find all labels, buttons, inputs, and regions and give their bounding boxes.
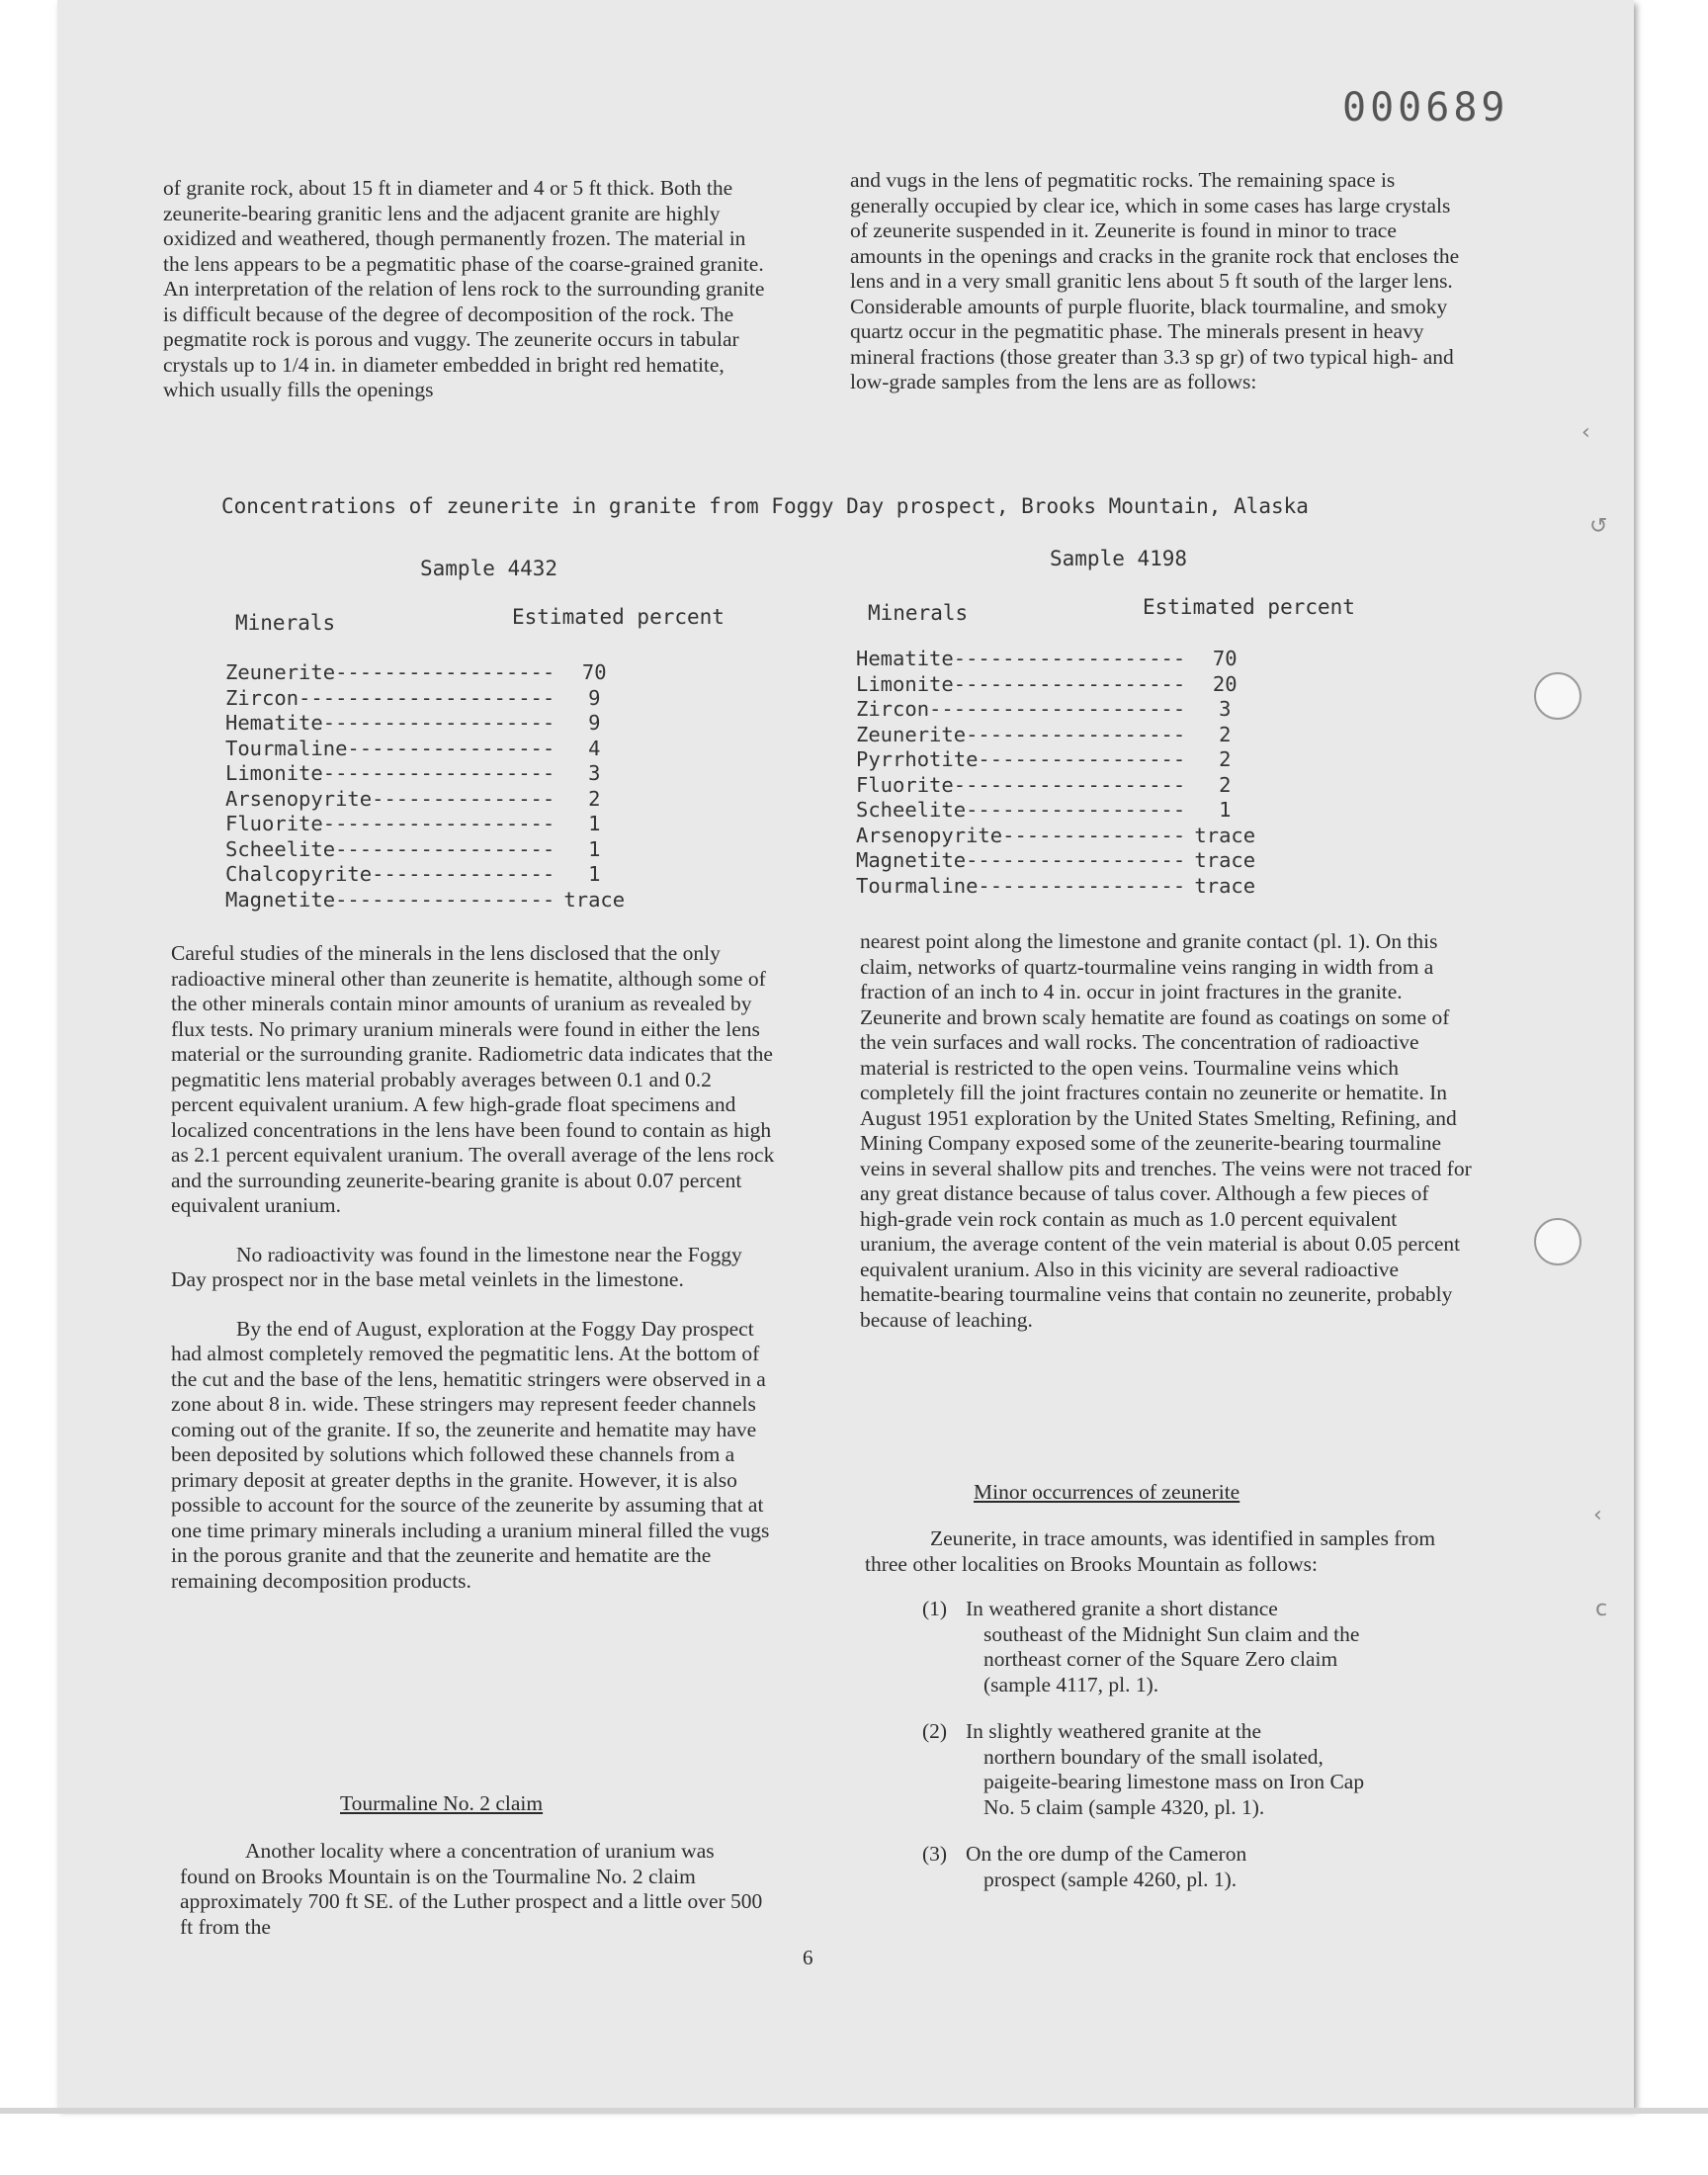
list-text: On the ore dump of the Cameron xyxy=(966,1842,1247,1866)
sheet-bottom-edge xyxy=(0,2108,1708,2114)
mineral-name: Zeunerite------------------ xyxy=(225,660,555,684)
table-title: Concentrations of zeunerite in granite from Foggy Day prospect, Brooks Mountain, Alaska xyxy=(221,494,1309,518)
heading-tourmaline-claim: Tourmaline No. 2 claim xyxy=(340,1791,544,1815)
paragraph-mineral-studies: Careful studies of the minerals in the lens disclosed that the only radioactive mineral other than zeunerite is hematite, although some of the other minerals contain minor amounts of uranium as revealed by flux tests. No primary uranium minerals were found in either the lens material or the surrounding granite. Radiometric data indicates that the pegmatitic lens material probably averages between 0.1 and 0.2 percent equivalent uranium. A few high-grade float specimens and localized concentrations in the lens have been found to contain as high as 2.1 percent equivalent uranium. The overall average of the lens rock and the surrounding zeunerite-bearing granite is about 0.07 percent equivalent uranium. xyxy=(171,941,775,1217)
table-row xyxy=(225,812,634,837)
top-left-paragraph xyxy=(163,176,776,403)
sample-title-4432: Sample 4432 xyxy=(420,557,558,580)
mineral-name: Tourmaline----------------- xyxy=(225,736,555,760)
table-row xyxy=(856,824,1264,849)
mineral-percent: trace xyxy=(563,887,626,912)
table-row xyxy=(225,686,634,712)
table-row xyxy=(225,888,634,914)
table-row xyxy=(225,837,634,863)
mineral-name: Fluorite------------------- xyxy=(856,772,1186,797)
sample-title-4198: Sample 4198 xyxy=(1050,547,1188,570)
table-row xyxy=(856,747,1264,773)
margin-mark: ↺ xyxy=(1589,514,1608,539)
mineral-name: Arsenopyrite--------------- xyxy=(225,786,555,811)
paragraph-exploration-august: By the end of August, exploration at the Foggy Day prospect had almost completely removed the pegmatitic lens. At the bottom of the cut and the base of the lens, hematitic stringers were observed in a zone about 8 in. wide. These stringers may represent feeder channels coming out of the granite. If so, the zeunerite and hematite may have been deposited by solutions which followed these channels from a primary deposit at greater depths in the granite. However, it is also possible to account for the source of the zeunerite by assuming that at one time primary minerals including a uranium mineral filled the vugs in the porous granite and that the zeunerite and hematite are the remaining decomposition products. xyxy=(171,1316,770,1593)
mineral-percent: 70 xyxy=(1212,647,1238,670)
mineral-name: Scheelite------------------ xyxy=(225,836,555,861)
sample-4432-table xyxy=(225,660,634,913)
mineral-name: Fluorite------------------- xyxy=(225,812,555,835)
mineral-name: Chalcopyrite--------------- xyxy=(225,862,555,886)
mineral-name: Arsenopyrite--------------- xyxy=(856,823,1186,847)
mineral-name: Magnetite------------------ xyxy=(856,848,1186,872)
mineral-name: Zircon--------------------- xyxy=(856,697,1186,721)
right-column-body xyxy=(860,929,1477,1333)
mineral-percent: 70 xyxy=(581,660,607,684)
table-row xyxy=(225,761,634,787)
top-right-paragraph xyxy=(850,168,1463,395)
table-row xyxy=(856,647,1264,672)
sample-4198-table xyxy=(856,647,1264,899)
right-column-minor-occurrences xyxy=(865,1526,1458,1892)
mineral-percent: trace xyxy=(1194,823,1256,847)
table-row xyxy=(856,798,1264,824)
list-text: northern boundary of the small isolated, paigeite-bearing limestone mass on Iron Cap No. 5 claim (sample 4320, pl. 1). xyxy=(983,1744,1365,1819)
mineral-name: Zircon--------------------- xyxy=(225,685,555,710)
table-row xyxy=(856,697,1264,723)
mineral-percent: 2 xyxy=(1219,747,1232,771)
paragraph-tourmaline-veins: nearest point along the limestone and granite contact (pl. 1). On this claim, networks of quartz-tourmaline veins ranging in width from a fraction of an inch to 4 in. occur in joint fractures in the granite. Zeunerite and brown scaly hematite are found as coatings on some of the vein surfaces and wall rocks. The concentration of radioactive material is restricted to the open veins. Tourmaline veins which completely fill the joint fractures contain no zeunerite or hematite. In August 1951 exploration by the United States Smelting, Refining, and Mining Company exposed some of the zeunerite-bearing tourmaline veins in several shallow pits and trenches. The veins were not traced for any great distance because of talus cover. Although a few pieces of high-grade vein rock contain as much as 1.0 percent equivalent uranium, the average content of the vein material is about 0.05 percent equivalent uranium. Also in this vicinity are several radioactive hematite-bearing tourmaline veins that contain no zeunerite, probably because of leaching. xyxy=(860,929,1472,1332)
list-text: southeast of the Midnight Sun claim and the northeast corner of the Square Zero claim (sample 4117, pl. 1). xyxy=(983,1621,1360,1696)
list-text: In weathered granite a short distance xyxy=(966,1597,1278,1620)
localities-list xyxy=(865,1597,1377,1892)
table-row xyxy=(225,660,634,686)
list-text: prospect (sample 4260, pl. 1). xyxy=(983,1867,1238,1891)
heading-minor-occurrences: Minor occurrences of zeunerite xyxy=(974,1480,1240,1504)
list-number: (2) xyxy=(922,1719,948,1743)
column-header-percent: Estimated percent xyxy=(512,605,725,629)
list-number: (3) xyxy=(922,1842,948,1866)
page-number: 6 xyxy=(803,1946,813,1969)
mineral-name: Zeunerite------------------ xyxy=(856,722,1186,746)
margin-mark: ‹ xyxy=(1581,420,1590,445)
mineral-name: Pyrrhotite----------------- xyxy=(856,747,1186,771)
mineral-percent: 2 xyxy=(1219,722,1232,746)
mineral-percent: 3 xyxy=(1219,697,1232,721)
list-item xyxy=(922,1719,1377,1820)
punch-hole-upper xyxy=(1534,672,1581,720)
table-row xyxy=(225,711,634,737)
column-header-minerals: Minerals xyxy=(868,601,969,625)
mineral-name: Hematite------------------- xyxy=(856,647,1186,670)
paragraph-tourmaline-locality: Another locality where a concentration of uranium was found on Brooks Mountain is on the Tourmaline No. 2 claim approximately 700 ft SE. of the Luther prospect and a little over 500 ft from the xyxy=(180,1839,763,1939)
list-text: In slightly weathered granite at the xyxy=(966,1719,1262,1743)
mineral-percent: 1 xyxy=(588,812,601,835)
mineral-name: Tourmaline----------------- xyxy=(856,873,1186,898)
mineral-percent: 9 xyxy=(588,711,601,735)
table-row xyxy=(225,737,634,762)
mineral-percent: 2 xyxy=(1219,772,1232,797)
mineral-percent: 1 xyxy=(1219,798,1232,822)
mineral-percent: 1 xyxy=(588,836,601,861)
mineral-name: Magnetite------------------ xyxy=(225,887,555,912)
mineral-percent: 4 xyxy=(588,736,601,760)
list-item xyxy=(922,1842,1377,1892)
mineral-percent: 1 xyxy=(588,862,601,886)
paragraph-trace-zeunerite: Zeunerite, in trace amounts, was identified in samples from three other localities on Brooks Mountain as follows: xyxy=(865,1526,1436,1576)
paragraph-text: of granite rock, about 15 ft in diameter and 4 or 5 ft thick. Both the zeunerite-bearing granitic lens and the adjacent granite are highly oxidized and weathered, though permanently frozen. The material in the lens appears to be a pegmatitic phase of the coarse-grained granite. An interpretation of the relation of lens rock to the surrounding granite is difficult because of the degree of decomposition of the rock. The pegmatite rock is porous and vuggy. The zeunerite occurs in tabular crystals up to 1/4 in. in diameter embedded in bright red hematite, which usually fills the openings xyxy=(163,176,765,401)
mineral-name: Limonite------------------- xyxy=(225,761,555,785)
paragraph-radioactivity-limestone: No radioactivity was found in the limestone near the Foggy Day prospect nor in the base metal veinlets in the limestone. xyxy=(171,1242,742,1291)
mineral-percent: trace xyxy=(1194,848,1256,872)
left-column-tourmaline-paragraph xyxy=(180,1839,763,1940)
punch-hole-lower xyxy=(1534,1218,1581,1265)
mineral-percent: trace xyxy=(1194,873,1256,898)
table-row xyxy=(856,723,1264,748)
mineral-percent: 20 xyxy=(1212,671,1238,696)
list-item xyxy=(922,1597,1377,1697)
mineral-percent: 2 xyxy=(588,786,601,811)
mineral-percent: 9 xyxy=(588,685,601,710)
mineral-percent: 3 xyxy=(588,761,601,785)
mineral-name: Limonite------------------- xyxy=(856,671,1186,696)
table-row xyxy=(225,787,634,813)
left-column-body xyxy=(171,941,779,1594)
table-row xyxy=(856,874,1264,900)
margin-mark: ‹ xyxy=(1593,1503,1602,1527)
mineral-name: Scheelite------------------ xyxy=(856,798,1186,822)
paragraph-text: and vugs in the lens of pegmatitic rocks. The remaining space is generally occupied by clear ice, which in some cases has large crystals of zeunerite suspended in it. Zeunerite is found in minor to trace amounts in the openings and cracks in the granite rock that encloses the lens and in a very small granitic lens about 5 ft south of the larger lens. Considerable amounts of purple fluorite, black tourmaline, and smoky quartz occur in the pegmatitic phase. The minerals present in heavy mineral fractions (those greater than 3.3 sp gr) of two typical high- and low-grade samples from the lens are as follows: xyxy=(850,168,1460,393)
table-row xyxy=(856,773,1264,799)
table-row xyxy=(225,862,634,888)
mineral-name: Hematite------------------- xyxy=(225,711,555,735)
document-number: 000689 xyxy=(1342,85,1509,130)
table-row xyxy=(856,848,1264,874)
column-header-percent: Estimated percent xyxy=(1143,595,1355,619)
margin-mark: c xyxy=(1595,1597,1608,1621)
column-header-minerals: Minerals xyxy=(235,611,336,635)
list-number: (1) xyxy=(922,1597,948,1620)
table-row xyxy=(856,672,1264,698)
